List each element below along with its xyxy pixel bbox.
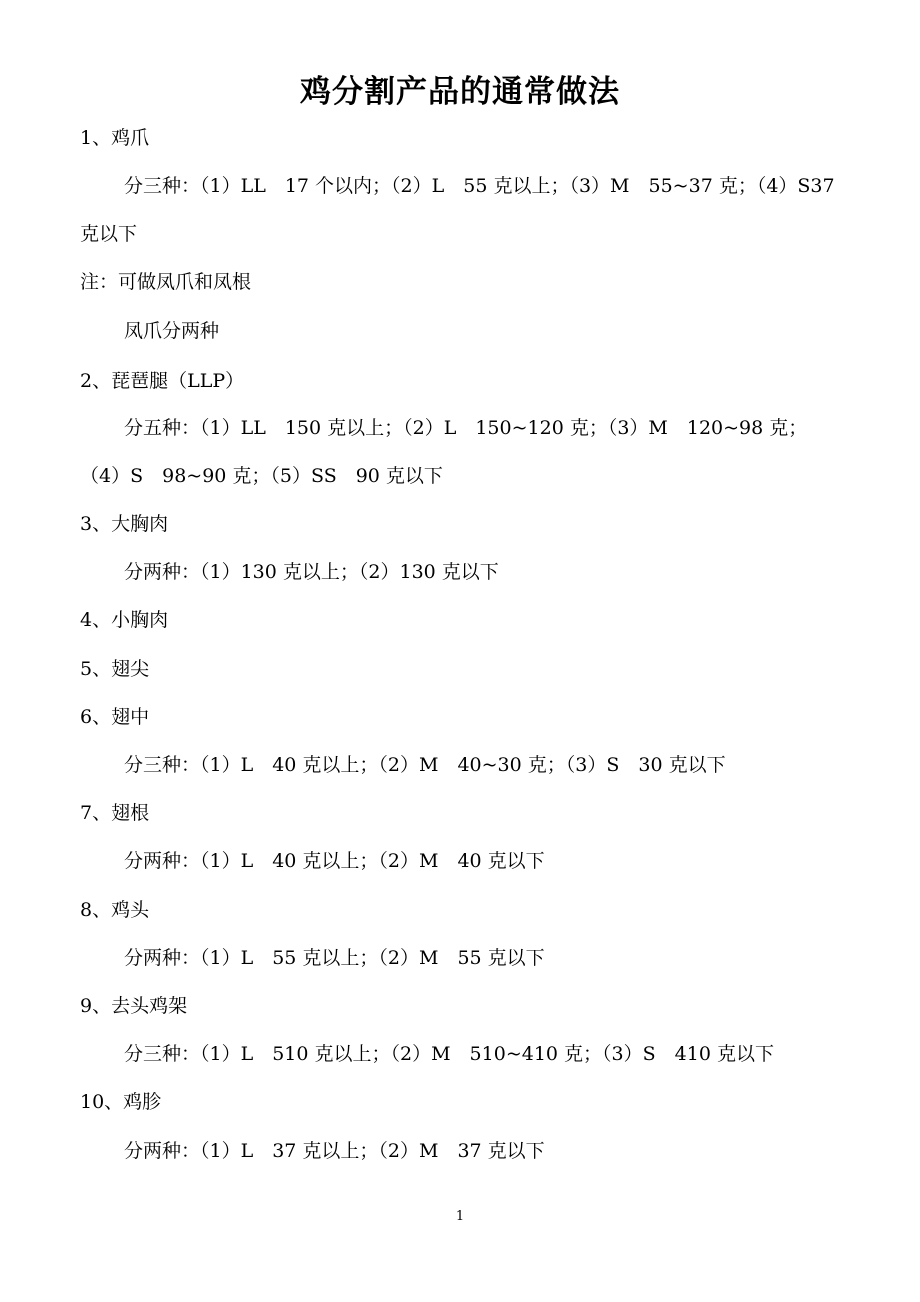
grading-line: 分三种：（1）LL 17 个以内；（2）L 55 克以上；（3）M 55~37 克；（4）S37 [124,175,835,197]
section-heading-mid-wing: 6、翅中 [80,706,150,728]
note-line: 注：可做凤爪和凤根 [80,271,252,293]
section-heading-drumette: 7、翅根 [80,802,150,824]
page-title: 鸡分割产品的通常做法 [300,74,620,110]
page-number: 1 [455,1209,465,1224]
grading-line: 分三种：（1）L 40 克以上；（2）M 40~30 克；（3）S 30 克以下 [124,754,726,776]
grading-line: 分两种：（1）L 40 克以上；（2）M 40 克以下 [124,850,545,872]
grading-line-continued: 克以下 [80,223,138,245]
section-heading-drumstick: 2、琵琶腿（LLP） [80,370,245,392]
grading-line-continued: （4）S 98~90 克；（5）SS 90 克以下 [80,465,443,487]
section-heading-breast: 3、大胸肉 [80,513,169,535]
section-heading-chicken-feet: 1、鸡爪 [80,127,150,149]
grading-line: 分两种：（1）L 55 克以上；（2）M 55 克以下 [124,947,545,969]
section-heading-wing-tip: 5、翅尖 [80,658,150,680]
grading-line: 分五种：（1）LL 150 克以上；（2）L 150~120 克；（3）M 120~98 克； [124,417,808,439]
note-detail-line: 凤爪分两种 [124,320,220,342]
grading-line: 分两种：（1）L 37 克以上；（2）M 37 克以下 [124,1140,545,1162]
section-heading-tenderloin: 4、小胸肉 [80,609,169,631]
grading-line: 分两种：（1）130 克以上；（2）130 克以下 [124,561,499,583]
section-heading-head: 8、鸡头 [80,899,150,921]
section-heading-frame: 9、去头鸡架 [80,995,188,1017]
grading-line: 分三种：（1）L 510 克以上；（2）M 510~410 克；（3）S 410 克以下 [124,1043,774,1065]
section-heading-gizzard: 10、鸡胗 [80,1091,162,1113]
